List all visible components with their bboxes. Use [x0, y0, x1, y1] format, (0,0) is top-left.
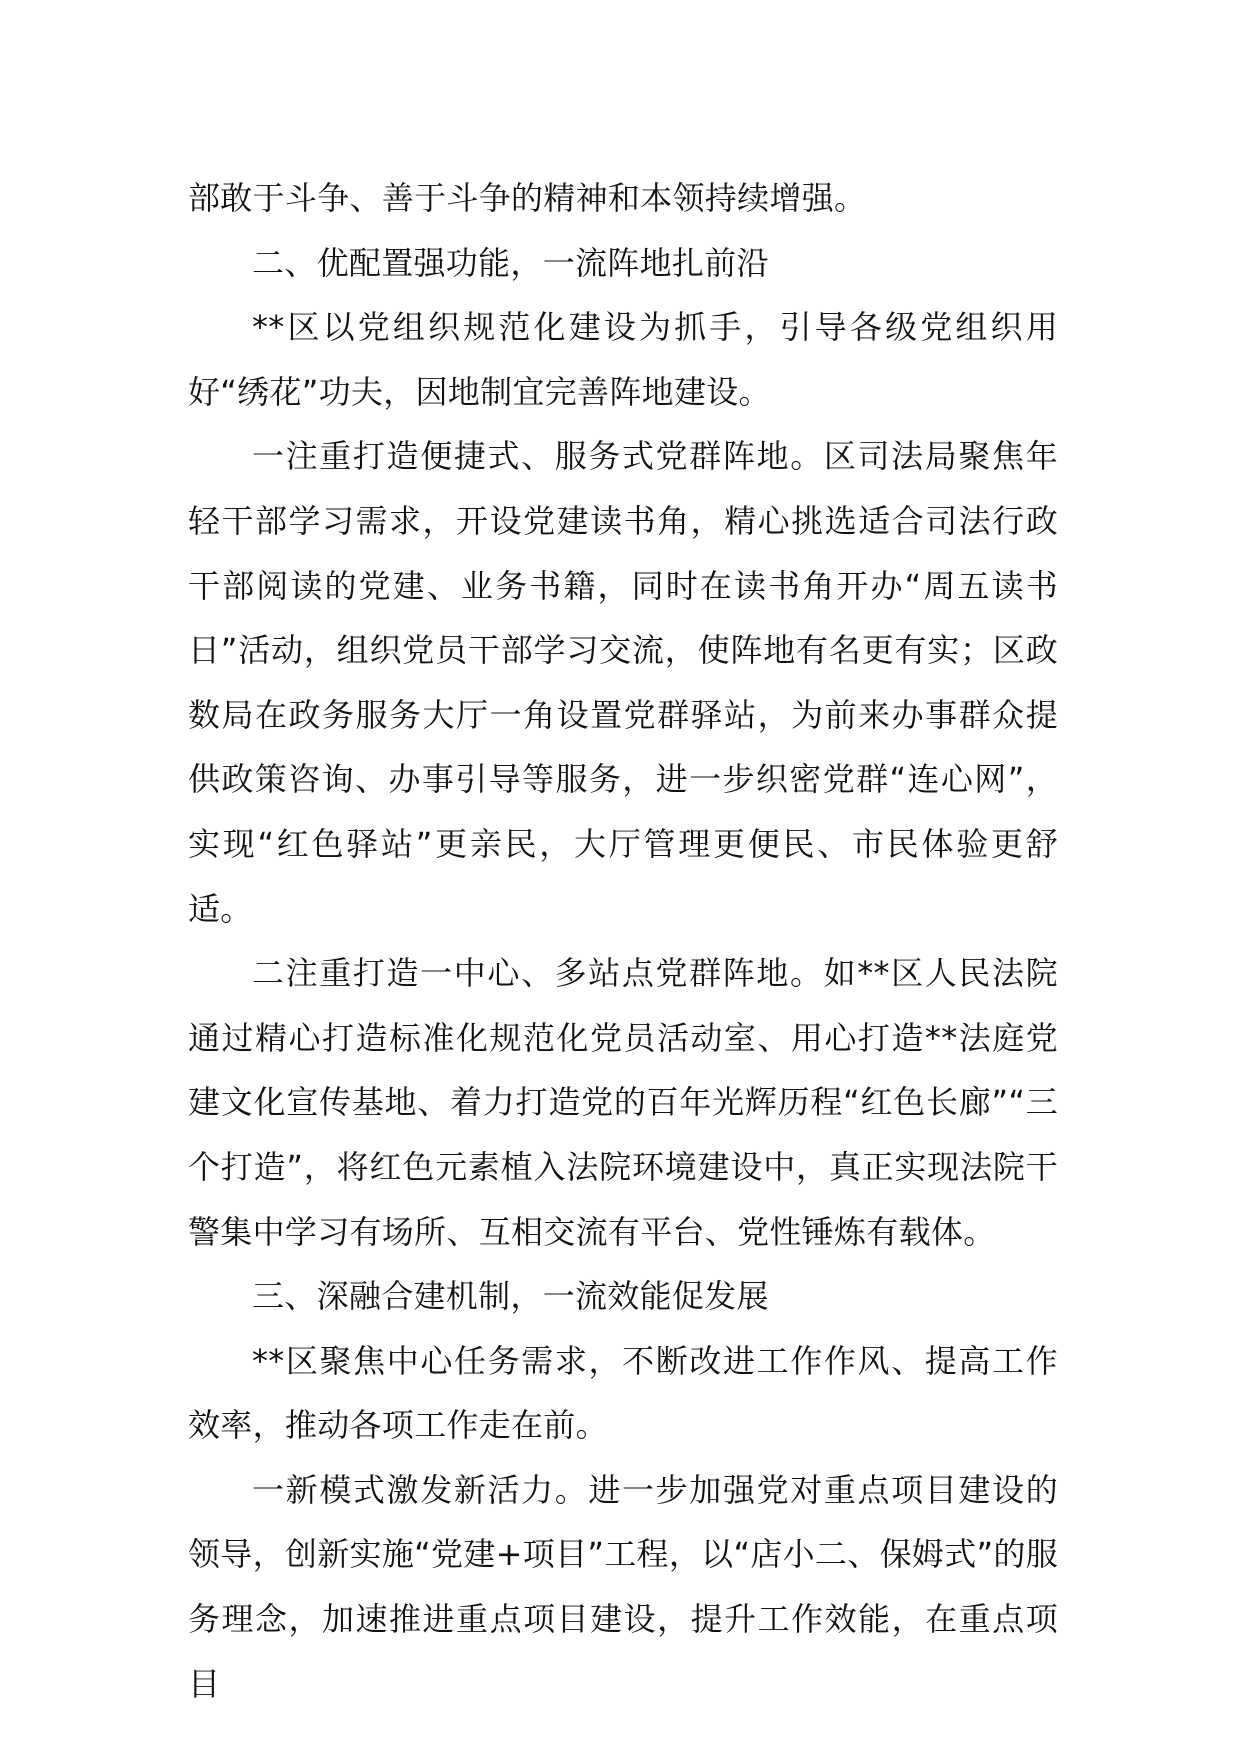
paragraph-section-3-intro: **区聚焦中心任务需求，不断改进工作作风、提高工作效率，推动各项工作走在前。 [188, 1341, 1058, 1445]
document-body [188, 166, 1058, 1716]
paragraph-new-model: 一新模式激发新活力。进一步加强党对重点项目建设的领导，创新实施“党建+项目”工程，以“店小二、保姆式”的服务理念，加速推进重点项目建设，提升工作效能，在重点项目 [188, 1470, 1058, 1703]
paragraph-continuation: 部敢于斗争、善于斗争的精神和本领持续增强。 [188, 179, 867, 217]
section-heading-2: 二、优配置强功能，一流阵地扎前沿 [252, 243, 769, 282]
paragraph-convenient-service-position: 一注重打造便捷式、服务式党群阵地。区司法局聚焦年轻干部学习需求，开设党建读书角，精心挑选适合司法行政干部阅读的党建、业务书籍，同时在读书角开办“周五读书日”活动，组织党员干部学习交流，使阵地有名更有实；区政数局在政务服务大厅一角设置党群驿站，为前来办事群众提供政策咨询、办事引导等服务，进一步织密党群“连心网”，实现“红色驿站”更亲民，大厅管理更便民、市民体验更舒适。 [188, 437, 1058, 928]
paragraph-one-center-multi-station: 二注重打造一中心、多站点党群阵地。如**区人民法院通过精心打造标准化规范化党员活动室、用心打造**法庭党建文化宣传基地、着力打造党的百年光辉历程“红色长廊”“三个打造”，将红色元素植入法院环境建设中，真正实现法院干警集中学习有场所、互相交流有平台、党性锤炼有载体。 [188, 954, 1058, 1251]
paragraph-section-2-intro: **区以党组织规范化建设为抓手，引导各级党组织用好“绣花”功夫，因地制宜完善阵地建设。 [188, 308, 1058, 411]
section-heading-3: 三、深融合建机制，一流效能促发展 [252, 1277, 769, 1316]
